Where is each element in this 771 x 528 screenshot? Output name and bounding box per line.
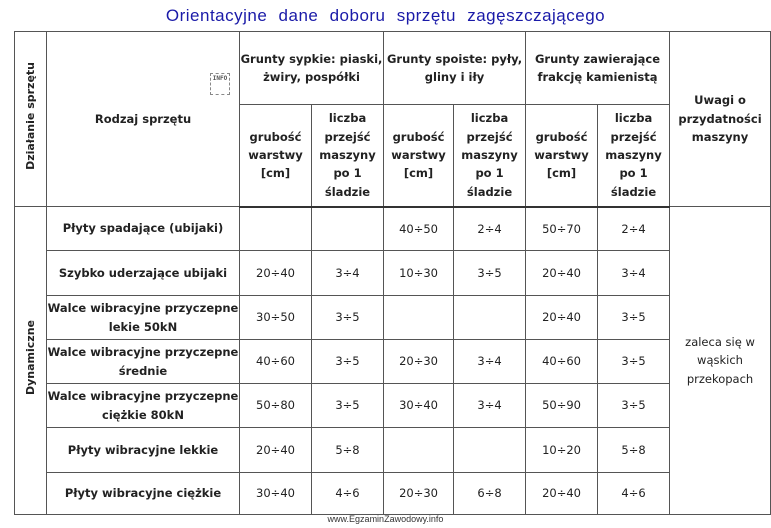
value-cell: 3÷4 xyxy=(312,251,384,296)
header-dzialanie xyxy=(15,32,47,207)
table-row xyxy=(15,384,771,428)
header-uwagi xyxy=(670,32,771,207)
subheader-liczba xyxy=(598,105,670,207)
group-label: Dynamiczne xyxy=(23,320,37,396)
group-cell xyxy=(15,207,47,515)
equipment-name: Płyty spadające (ubijaki) xyxy=(47,207,240,251)
footer-watermark: www.EgzaminZawodowy.info xyxy=(327,514,444,524)
value-cell: 3÷5 xyxy=(312,296,384,340)
value-cell xyxy=(384,428,454,473)
value-cell: 3÷5 xyxy=(312,384,384,428)
value-cell xyxy=(384,296,454,340)
value-cell: 10÷20 xyxy=(526,428,598,473)
value-cell: 20÷30 xyxy=(384,473,454,515)
header-group-sypkie-label: Grunty sypkie: piaski, żwiry, pospółki xyxy=(240,51,383,84)
header-group-kamieniste-label: Grunty zawierające frakcję kamienistą xyxy=(534,51,661,84)
header-row-1 xyxy=(15,32,771,105)
header-group-sypkie xyxy=(240,32,384,105)
value-cell: 3÷5 xyxy=(598,384,670,428)
value-cell: 50÷90 xyxy=(526,384,598,428)
value-cell: 20÷30 xyxy=(384,340,454,384)
value-cell: 50÷80 xyxy=(240,384,312,428)
subheader-liczba xyxy=(312,105,384,207)
value-cell: 30÷40 xyxy=(384,384,454,428)
subheader-liczba xyxy=(454,105,526,207)
header-dzialanie-label: Działanie sprzętu xyxy=(23,62,37,171)
value-cell: 5÷8 xyxy=(312,428,384,473)
equipment-name: Płyty wibracyjne lekkie xyxy=(47,428,240,473)
equipment-name: Walce wibracyjne przyczepne ciężkie 80kN xyxy=(47,384,240,428)
header-uwagi-label: Uwagi o przydatności maszyny xyxy=(678,93,762,145)
value-cell xyxy=(240,207,312,251)
value-cell xyxy=(454,428,526,473)
table-row xyxy=(15,251,771,296)
value-cell: 3÷5 xyxy=(598,296,670,340)
page-title: Orientacyjne dane doboru sprzętu zagęszczającego xyxy=(165,6,606,25)
value-cell: 4÷6 xyxy=(598,473,670,515)
table-row xyxy=(15,296,771,340)
value-cell: 10÷30 xyxy=(384,251,454,296)
value-cell: 3÷4 xyxy=(598,251,670,296)
value-cell: 50÷70 xyxy=(526,207,598,251)
value-cell: 20÷40 xyxy=(240,428,312,473)
table-row xyxy=(15,473,771,515)
subheader-grubosc-label: grubość warstwy [cm] xyxy=(391,129,446,181)
subheader-liczba-label: liczba przejść maszyny po 1 śladzie xyxy=(461,111,518,199)
header-group-kamieniste xyxy=(526,32,670,105)
subheader-grubosc xyxy=(384,105,454,207)
subheader-grubosc xyxy=(240,105,312,207)
value-cell xyxy=(312,207,384,251)
value-cell: 2÷4 xyxy=(598,207,670,251)
value-cell: 3÷5 xyxy=(312,340,384,384)
equipment-name: Szybko uderzające ubijaki xyxy=(47,251,240,296)
equipment-name: Walce wibracyjne przyczepne lekie 50kN xyxy=(47,296,240,340)
header-rodzaj-label: Rodzaj sprzętu xyxy=(94,111,192,126)
value-cell: 3÷5 xyxy=(454,251,526,296)
subheader-grubosc-label: grubość warstwy [cm] xyxy=(534,129,589,181)
value-cell: 40÷60 xyxy=(526,340,598,384)
value-cell: 6÷8 xyxy=(454,473,526,515)
value-cell: 20÷40 xyxy=(526,296,598,340)
equipment-name: Walce wibracyjne przyczepne średnie xyxy=(47,340,240,384)
value-cell: 3÷5 xyxy=(598,340,670,384)
table-row xyxy=(15,207,771,251)
compaction-table xyxy=(14,31,771,515)
value-cell: 20÷40 xyxy=(526,251,598,296)
subheader-liczba-label: liczba przejść maszyny po 1 śladzie xyxy=(605,111,662,199)
header-group-spoiste xyxy=(384,32,526,105)
subheader-grubosc xyxy=(526,105,598,207)
value-cell: 30÷50 xyxy=(240,296,312,340)
value-cell: 40÷60 xyxy=(240,340,312,384)
value-cell: 3÷4 xyxy=(454,340,526,384)
value-cell: 5÷8 xyxy=(598,428,670,473)
value-cell: 20÷40 xyxy=(240,251,312,296)
value-cell: 20÷40 xyxy=(526,473,598,515)
header-group-spoiste-label: Grunty spoiste: pyły, gliny i iły xyxy=(386,51,523,84)
table-row xyxy=(15,428,771,473)
value-cell: 4÷6 xyxy=(312,473,384,515)
value-cell: 3÷4 xyxy=(454,384,526,428)
value-cell: 30÷40 xyxy=(240,473,312,515)
value-cell: 2÷4 xyxy=(454,207,526,251)
value-cell xyxy=(454,296,526,340)
subheader-grubosc-label: grubość warstwy [cm] xyxy=(248,129,303,181)
equipment-name: Płyty wibracyjne ciężkie xyxy=(47,473,240,515)
info-icon: INFO xyxy=(210,73,230,95)
table-row xyxy=(15,340,771,384)
uwagi-cell: zaleca się w wąskich przekopach xyxy=(670,207,771,515)
subheader-liczba-label: liczba przejść maszyny po 1 śladzie xyxy=(319,111,376,199)
value-cell: 40÷50 xyxy=(384,207,454,251)
header-rodzaj xyxy=(47,32,240,207)
